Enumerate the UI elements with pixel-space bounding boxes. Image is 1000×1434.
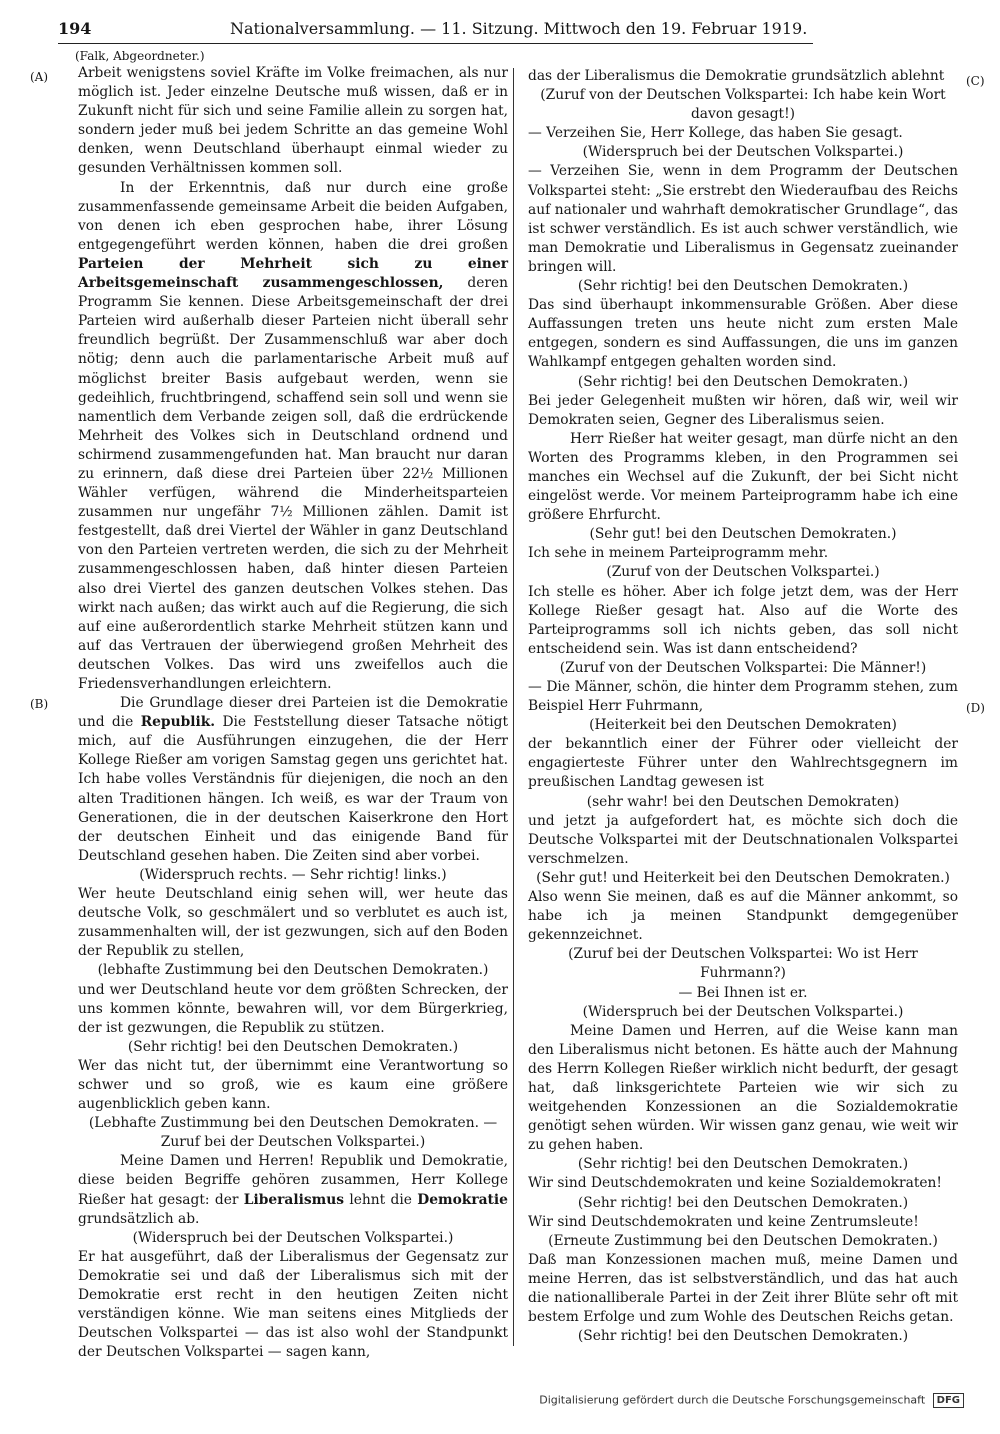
paragraph: — Verzeihen Sie, wenn in dem Programm der Deutschen Volkspartei steht: „Sie erstrebt den Wiederaufbau des Reichs auf nationaler und wahrhaft demokratischer Grundlage“, das ist schwer verständlich. Es ist auch schwer verständlich, wie man Demokratie und Liberalismus in Gegensatz zueinander bringen will.: [528, 163, 958, 275]
interjection: (Widerspruch bei der Deutschen Volkspartei.): [582, 1003, 904, 1020]
interjection: (Zuruf bei der Deutschen Volkspartei: Wo ist Herr Fuhrmann?): [568, 946, 918, 982]
paragraph: Wir sind Deutschdemokraten und keine Zentrumsleute!: [528, 1213, 919, 1230]
paragraph: Ich sehe in meinem Parteiprogramm mehr.: [528, 545, 829, 562]
running-title: Nationalversammlung. — 11. Sitzung. Mittwoch den 19. Februar 1919.: [230, 19, 808, 38]
interjection: (Zuruf von der Deutschen Volkspartei: Die Männer!): [559, 659, 927, 676]
left-column: [75, 48, 509, 1362]
paragraph: der bekanntlich einer der Führer oder vielleicht der engagierteste Führer unter den Wahlrechtsgegnern im preußischen Landtag gewesen ist: [528, 736, 958, 791]
paragraph: Das sind überhaupt inkommensurable Größen. Aber diese Auffassungen treten uns heute nicht zum ersten Male entgegen, sondern es sind Auffassungen, die uns im ganzen Wahlkampf entgegen gehalten worden sind.: [528, 297, 958, 371]
footer-credit: [539, 1393, 964, 1408]
paragraph: — Die Männer, schön, die hinter dem Programm stehen, zum Beispiel Herr Fuhrmann,: [528, 679, 958, 715]
interjection: (Sehr richtig! bei den Deutschen Demokraten.): [577, 373, 909, 390]
paragraph: Daß man Konzessionen machen muß, meine Damen und meine Herren, das ist selbstverständlich, und das hat auch die nationalliberale Partei in der Zeit ihrer Blüte sehr oft mit bestem Erfolge und zum Wohle des Deutschen Reichs getan.: [528, 1251, 958, 1326]
emphasis: Demokratie: [417, 1191, 508, 1208]
emphasis: Republik.: [140, 714, 216, 731]
page-number: 194: [58, 19, 92, 38]
dfg-logo: DFG: [933, 1393, 964, 1408]
right-column: [528, 67, 958, 1346]
funding-note: Digitalisierung gefördert durch die Deutsche Forschungsgemeinschaft: [539, 1393, 926, 1407]
interjection: (Zuruf von der Deutschen Volkspartei: Ich habe kein Wort davon gesagt!): [540, 87, 946, 123]
interjection: (lebhafte Zustimmung bei den Deutschen Demokraten.): [97, 962, 489, 979]
interjection: (sehr wahr! bei den Deutschen Demokraten): [586, 793, 900, 810]
paragraph: Wer das nicht tut, der übernimmt eine Verantwortung so schwer und so groß, wie es kaum eine größere augenblicklich geben kann.: [78, 1057, 508, 1113]
header-rule: [58, 43, 813, 44]
paragraph: Meine Damen und Herren! Republik und Demokratie, diese beiden Begriffe gehören zusammen, Herr Kollege Rießer hat gesagt: der Liberalismus lehnt die Demokratie grundsätzlich ab.: [78, 1153, 508, 1227]
paragraph: Also wenn Sie meinen, daß es auf die Männer ankommt, so habe ich ja meinen Standpunkt demgegenüber gekennzeichnet.: [528, 889, 958, 944]
paragraph: Die Grundlage dieser drei Parteien ist die Demokratie und die Republik. Die Feststellung dieser Tatsache nötigt mich, auf die Ausführungen einzugehen, die der Herr Kollege Rießer am vorigen Samstag gegen uns gerichtet hat. Ich habe volles Verständnis für diejenigen, die noch an den alten Traditionen hängen. Ich weiß, es war der Traum von Generationen, die in der deutschen Kaiserkrone den Hort der deutschen Einheit und das einigende Band für Deutschland gesehen haben. Die Zeiten sind aber vorbei.: [78, 695, 508, 864]
interjection: — Bei Ihnen ist er.: [678, 984, 808, 1001]
paragraph: Herr Rießer hat weiter gesagt, man dürfe nicht an den Worten des Programms kleben, in den Programmen sei manches ein Wechsel auf die Zukunft, der bei Sicht nicht eingelöst werde. Vor meinem Parteiprogramm habe ich eine größere Ehrfurcht.: [528, 430, 958, 524]
interjection: (Widerspruch bei der Deutschen Volkspartei.): [132, 1229, 454, 1246]
interjection: (Sehr richtig! bei den Deutschen Demokraten.): [127, 1038, 459, 1055]
margin-marker-a: (A): [30, 70, 49, 84]
paragraph: Wir sind Deutschdemokraten und keine Sozialdemokraten!: [528, 1175, 942, 1192]
paragraph: In der Erkenntnis, daß nur durch eine große zusammenfassende gemeinsame Arbeit die beiden Aufgaben, von denen ich eben gesprochen habe, ihrer Lösung entgegengeführt werden können, haben die drei großen Parteien der Mehrheit sich zu einer Arbeitsgemeinschaft zusammengeschlossen, deren Programm Sie kennen. Diese Arbeitsgemeinschaft der drei Parteien wird außerhalb dieser Parteien nicht überall sehr freundlich begrüßt. Der Zusammenschluß war aber doch nötig; denn auch die parlamentarische Arbeit muß auf möglichst breiter Basis aufgebaut werden, wenn sie gedeihlich, fruchtbringend, schaffend sein soll und wenn sie namentlich dem Verbande zeigen soll, daß die erdrückende Mehrheit des Volkes sich in Deutschland ordnend und schirmend zusammengefunden hat. Man braucht nur daran zu erinnern, daß diese drei Parteien über 22½ Millionen Wähler verfügen, während die Minderheitsparteien zusammen nur ungefähr 7½ Millionen zählen. Damit ist festgestellt, daß drei Viertel der Wähler in ganz Deutschland von den Parteien vertreten werden, die sich zu der Mehrheit zusammengeschlossen haben, daß hinter diesen Parteien also drei Viertel des ganzen deutschen Volkes stehen. Das wirkt nach außen; das wirkt auch auf die Regierung, die sich auf eine außerordentlich starke Mehrheit stützen kann und auf das Vertrauen der überwiegend großen Mehrheit des deutschen Volkes. Das wird uns zweifellos auch die Friedensverhandlungen erleichtern.: [78, 179, 509, 692]
paragraph: Ich stelle es höher. Aber ich folge jetzt dem, was der Herr Kollege Rießer gesagt hat. Also auf die Worte des Parteiprogramms soll ich nichts geben, das soll nicht entscheidend sein. Was ist dann entscheidend?: [528, 583, 958, 657]
interjection: (Lebhafte Zustimmung bei den Deutschen Demokraten. — Zuruf bei der Deutschen Volkspartei.): [88, 1115, 498, 1151]
paragraph: und jetzt ja aufgefordert hat, es möchte sich doch die Deutsche Volkspartei mit der Deutschnationalen Volkspartei verschmelzen.: [528, 812, 958, 867]
interjection: (Sehr gut! und Heiterkeit bei den Deutschen Demokraten.): [536, 869, 950, 886]
interjection: (Sehr richtig! bei den Deutschen Demokraten.): [577, 1328, 909, 1345]
paragraph: das der Liberalismus die Demokratie grundsätzlich ablehnt: [528, 68, 945, 84]
margin-marker-d: (D): [966, 701, 985, 715]
interjection: (Sehr richtig! bei den Deutschen Demokraten.): [577, 1156, 909, 1173]
paragraph: Bei jeder Gelegenheit mußten wir hören, daß wir, weil wir Demokraten seien, Gegner des Liberalismus seien.: [528, 392, 958, 428]
interjection: (Widerspruch rechts. — Sehr richtig! links.): [139, 866, 447, 883]
emphasis: Liberalismus: [243, 1191, 344, 1208]
interjection: (Widerspruch bei der Deutschen Volkspartei.): [582, 144, 904, 161]
interjection: (Zuruf von der Deutschen Volkspartei.): [606, 564, 880, 581]
interjection: (Heiterkeit bei den Deutschen Demokraten): [589, 717, 897, 734]
emphasis: Parteien der Mehrheit sich zu einer Arbeitsgemeinschaft zusammengeschlossen,: [78, 255, 508, 292]
speaker-note: (Falk, Abgeordneter.): [75, 49, 205, 63]
interjection: (Sehr gut! bei den Deutschen Demokraten.): [589, 526, 897, 543]
paragraph: und wer Deutschland heute vor dem größten Schrecken, der uns kommen könnte, bewahren will, vor dem Bürgerkrieg, der ist gezwungen, die Republik zu stützen.: [78, 981, 508, 1036]
page-header: [58, 18, 813, 40]
paragraph: Wer heute Deutschland einig sehen will, wer heute das deutsche Volk, so geschmälert und so verblutet es auch ist, zusammenhalten will, der ist gezwungen, sich auf den Boden der Republik zu stellen,: [78, 886, 508, 960]
margin-marker-b: (B): [30, 697, 49, 711]
interjection: (Sehr richtig! bei den Deutschen Demokraten.): [577, 278, 909, 295]
paragraph: Er hat ausgeführt, daß der Liberalismus der Gegensatz zur Demokratie sei und daß der Liberalismus sich mit der Demokratie erst recht in den heutigen Zeiten nicht verständigen könne. Wie man seitens eines Mitglieds der Deutschen Volkspartei — das ist also wohl der Standpunkt der Deutschen Volkspartei — sagen kann,: [78, 1248, 508, 1361]
interjection: (Erneute Zustimmung bei den Deutschen Demokraten.): [548, 1232, 938, 1249]
margin-marker-c: (C): [966, 74, 985, 88]
column-divider: [513, 68, 514, 1346]
paragraph: — Verzeihen Sie, Herr Kollege, das haben Sie gesagt.: [528, 125, 903, 142]
paragraph: Meine Damen und Herren, auf die Weise kann man den Liberalismus nicht betonen. Es hätte auch der Mahnung des Herrn Kollegen Rießer wirklich nicht bedurft, der gesagt hat, daß linksgerichtete Parteien wie wir sich zu weitgehenden Konzessionen an die Sozialdemokratie genötigt sehen würden. Wir wissen ganz genau, wie weit wir zu gehen haben.: [528, 1022, 958, 1154]
paragraph: Arbeit wenigstens soviel Kräfte im Volke freimachen, als nur möglich ist. Jeder einzelne Deutsche muß wissen, daß er in Zukunft nicht für sich und seine Familie allein zu sorgen hat, sondern jeder muß bei jedem Schritte an das gemeine Wohl denken, wenn Deutschland überhaupt einmal wieder zu gesunden Verhältnissen kommen soll.: [78, 65, 508, 177]
interjection: (Sehr richtig! bei den Deutschen Demokraten.): [577, 1194, 909, 1211]
